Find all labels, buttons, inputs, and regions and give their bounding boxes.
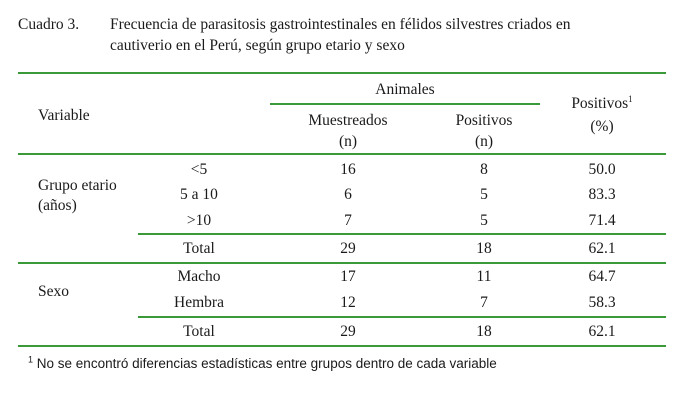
row-positivos: 5 <box>480 186 488 203</box>
row-muestreados: 16 <box>340 161 356 178</box>
row-muestreados: 12 <box>340 294 356 311</box>
group-label-grupo-etario: Grupo etario <box>38 177 117 194</box>
row-sub: 5 a 10 <box>180 186 218 203</box>
row-positivos: 8 <box>480 161 488 178</box>
header-positivos-pct <box>552 94 652 113</box>
footnote-marker: 1 <box>28 354 34 365</box>
total-muestreados: 29 <box>340 323 356 340</box>
caption-text <box>110 14 670 56</box>
header-animales: Animales <box>375 81 435 98</box>
header-muestreados-unit: (n) <box>338 133 358 150</box>
header-rule <box>18 153 666 155</box>
caption-line-2: cautiverio en el Perú, según grupo etario y sexo <box>110 37 405 54</box>
group-label-grupo-etario-units: (años) <box>38 197 77 214</box>
subtotal-rule-grupo-etario <box>138 233 666 235</box>
header-positivos: Positivos <box>455 112 513 129</box>
row-sub: Hembra <box>174 294 224 311</box>
bottom-rule <box>18 345 666 347</box>
total-pct: 62.1 <box>588 323 616 340</box>
row-sub: >10 <box>186 212 212 229</box>
total-muestreados: 29 <box>340 240 356 257</box>
caption-line-1: Frecuencia de parasitosis gastrointestinales en félidos silvestres criados en <box>110 16 571 33</box>
row-sub: <5 <box>190 161 208 178</box>
row-muestreados: 17 <box>340 268 356 285</box>
row-pct: 83.3 <box>588 186 616 203</box>
footnote-text: No se encontró diferencias estadísticas entre grupos dentro de cada variable <box>36 356 497 371</box>
header-muestreados: Muestreados <box>308 112 388 129</box>
total-pct: 62.1 <box>588 240 616 257</box>
group-rule <box>18 262 666 264</box>
row-pct: 71.4 <box>588 212 616 229</box>
row-sub: Macho <box>177 268 221 285</box>
group-label-sexo: Sexo <box>38 283 69 300</box>
footnote <box>28 356 497 371</box>
header-positivos-pct-label: Positivos <box>571 95 629 112</box>
total-label: Total <box>183 323 215 340</box>
row-pct: 64.7 <box>588 268 616 285</box>
row-muestreados: 6 <box>344 186 352 203</box>
top-rule <box>18 72 666 74</box>
footnote-ref: 1 <box>628 93 633 104</box>
row-positivos: 7 <box>480 294 488 311</box>
header-positivos-unit: (n) <box>474 133 494 150</box>
caption-label: Cuadro 3. <box>18 16 80 33</box>
total-positivos: 18 <box>476 323 492 340</box>
header-variable: Variable <box>38 107 90 124</box>
total-label: Total <box>183 240 215 257</box>
animales-rule <box>270 103 540 105</box>
header-positivos-pct-unit: (%) <box>590 118 614 135</box>
row-pct: 50.0 <box>588 161 616 178</box>
row-positivos: 5 <box>480 212 488 229</box>
row-pct: 58.3 <box>588 294 616 311</box>
row-muestreados: 7 <box>344 212 352 229</box>
subtotal-rule-sexo <box>138 316 666 318</box>
row-positivos: 11 <box>476 268 492 285</box>
total-positivos: 18 <box>476 240 492 257</box>
